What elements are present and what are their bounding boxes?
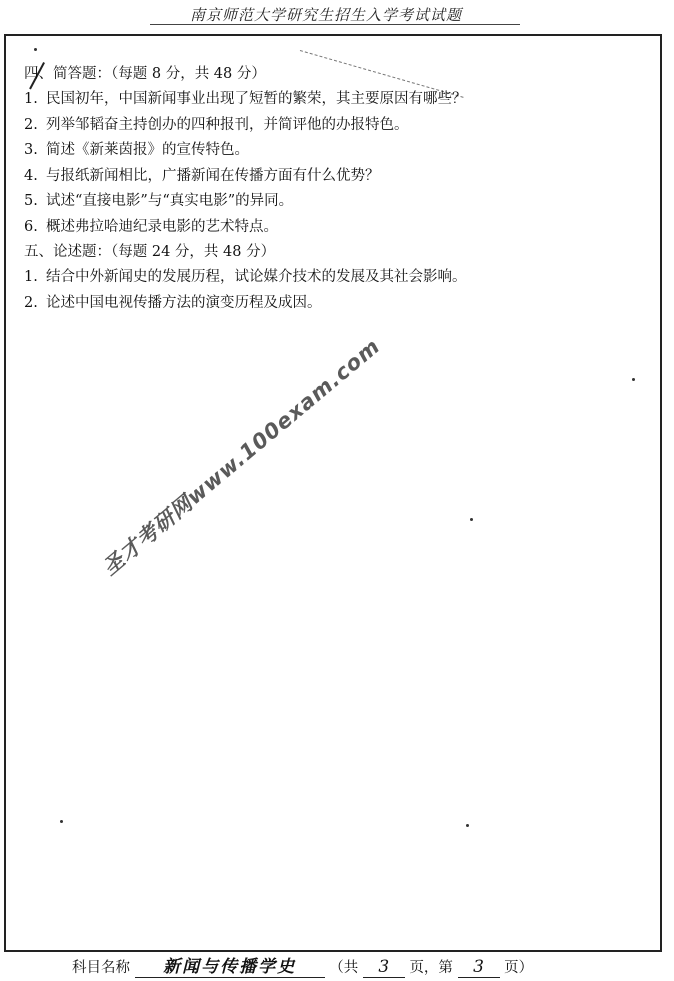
question-number: 2. (24, 116, 38, 133)
question-item (24, 138, 634, 164)
question-text: 民国初年，中国新闻事业出现了短暂的繁荣，其主要原因有哪些？ (46, 91, 467, 107)
section-title: 五、论述题：（每题 24 分，共 48 分） (24, 244, 276, 260)
watermark: 圣才考研网www.100exam.com (97, 333, 385, 580)
question-text: 结合中外新闻史的发展历程，试论媒介技术的发展及其社会影响。 (46, 269, 467, 285)
question-item (24, 87, 634, 113)
question-number: 5. (24, 193, 38, 209)
exam-header-title: 南京师范大学研究生招生入学考试试题 (190, 6, 463, 24)
question-item (24, 215, 634, 241)
page-mid: 页，第 (409, 960, 453, 976)
header-rule (150, 24, 520, 25)
question-text: 简述《新莱茵报》的宣传特色。 (46, 142, 249, 158)
question-text: 与报纸新闻相比，广播新闻在传播方面有什么优势？ (46, 167, 380, 184)
total-prefix: （共 (329, 960, 359, 976)
question-number: 6. (24, 218, 38, 235)
question-text: 列举邹韬奋主持创办的四种报刊，并简评他的办报特色。 (46, 116, 409, 133)
subject-label: 科目名称 (72, 960, 130, 976)
question-number: 1. (24, 91, 38, 107)
exam-content (24, 62, 634, 316)
section-title: 四、简答题：（每题 8 分，共 48 分） (24, 66, 266, 82)
subject-value: 新闻与传播学史 (135, 957, 325, 978)
question-text: 试述“直接电影”与“真实电影”的异同。 (46, 193, 294, 209)
question-item (24, 164, 634, 190)
question-number: 1. (24, 269, 38, 285)
footer (72, 956, 632, 980)
total-pages: 3 (363, 957, 405, 978)
question-item (24, 113, 634, 139)
question-number: 2. (24, 294, 38, 311)
question-text: 概述弗拉哈迪纪录电影的艺术特点。 (46, 218, 278, 235)
question-item (24, 189, 634, 215)
question-number: 4. (24, 167, 38, 184)
page-suffix: 页） (504, 960, 534, 976)
question-text: 论述中国电视传播方法的演变历程及成因。 (46, 294, 322, 311)
question-number: 3. (24, 142, 38, 158)
question-item (24, 265, 634, 291)
current-page: 3 (458, 957, 500, 978)
question-item (24, 291, 634, 317)
